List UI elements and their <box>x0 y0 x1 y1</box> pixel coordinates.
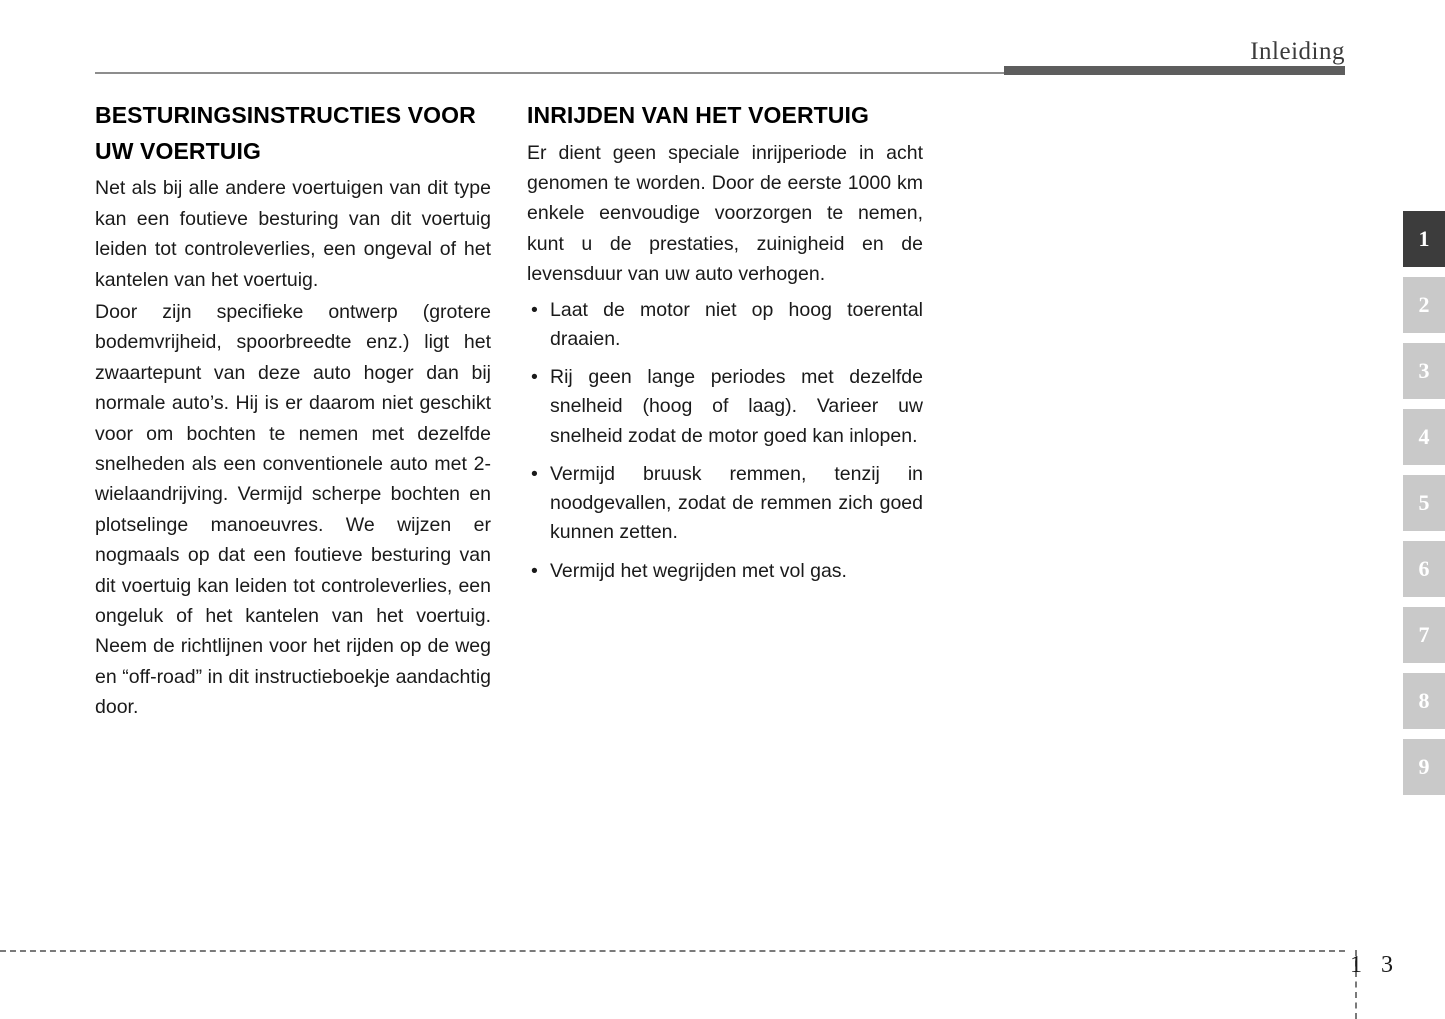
bullet-dot-icon: • <box>531 298 538 321</box>
left-column <box>95 98 491 723</box>
list-item <box>527 296 923 355</box>
left-section-title: BESTURINGSINSTRUCTIES VOOR UW VOERTUIG <box>95 102 476 164</box>
chapter-header-title: Inleiding <box>1250 38 1345 65</box>
bullet-dot-icon: • <box>531 559 538 582</box>
thumb-index-item-1[interactable]: 1 <box>1403 211 1445 267</box>
list-item <box>527 363 923 451</box>
bullet-dot-icon: • <box>531 366 538 389</box>
right-column <box>527 98 923 586</box>
folio-page-number: 3 <box>1381 952 1393 978</box>
thumb-index-item-2[interactable]: 2 <box>1403 277 1445 333</box>
thumb-index-item-7[interactable]: 7 <box>1403 607 1445 663</box>
list-item-label: Rij geen lange periodes met dezelfde snelheid (hoog of laag). Varieer uw snelheid zodat de motor goed kan inlopen. <box>550 366 923 447</box>
header-rule-thin <box>95 72 1005 74</box>
right-paragraph-1: Er dient geen speciale inrijperiode in acht genomen te worden. Door de eerste 1000 km enkele eenvoudige voorzorgen te nemen, kunt u de prestaties, zuinigheid en de levensduur van uw auto verhogen. <box>527 141 923 286</box>
left-paragraph-1: Net als bij alle andere voertuigen van dit type kan een foutieve besturing van dit voertuig leiden tot controleverlies, een ongeval of het kantelen van het voertuig. <box>95 177 491 291</box>
thumb-index-item-4[interactable]: 4 <box>1403 409 1445 465</box>
right-bullet-list <box>527 296 923 586</box>
folio-chapter-number: 1 <box>1350 952 1362 978</box>
list-item <box>527 460 923 548</box>
header-rule-thick <box>1004 66 1345 75</box>
list-item <box>527 557 923 586</box>
page-folio <box>1350 952 1393 979</box>
bullet-dot-icon: • <box>531 462 538 485</box>
right-section-title: INRIJDEN VAN HET VOERTUIG <box>527 102 869 128</box>
thumb-index-item-5[interactable]: 5 <box>1403 475 1445 531</box>
list-item-label: Vermijd het wegrijden met vol gas. <box>550 559 847 582</box>
list-item-label: Vermijd bruusk remmen, tenzij in noodgevallen, zodat de remmen zich goed kunnen zetten. <box>550 462 923 544</box>
thumb-index-item-9[interactable]: 9 <box>1403 739 1445 795</box>
thumb-index-item-3[interactable]: 3 <box>1403 343 1445 399</box>
footer-cut-line-horizontal <box>0 950 1345 952</box>
thumb-index-item-6[interactable]: 6 <box>1403 541 1445 597</box>
thumb-index-item-8[interactable]: 8 <box>1403 673 1445 729</box>
chapter-thumb-index <box>1403 211 1445 805</box>
list-item-label: Laat de motor niet op hoog toerental draaien. <box>550 298 923 350</box>
left-paragraph-2: Door zijn specifieke ontwerp (grotere bodemvrijheid, spoorbreedte enz.) ligt het zwaartepunt van deze auto hoger dan bij normale auto’s. Hij is er daarom niet geschikt voor om bochten te nemen met dezelfde snelheden als een conventionele auto met 2-wielaandrijving. Vermijd scherpe bochten en plotselinge manoeuvres. We wijzen er nogmaals op dat een foutieve besturing van dit voertuig kan leiden tot controleverlies, een ongeluk of het kantelen van het voertuig. Neem de richtlijnen voor het rijden op de weg en “off-road” in dit instructieboekje aandachtig door. <box>95 300 491 719</box>
